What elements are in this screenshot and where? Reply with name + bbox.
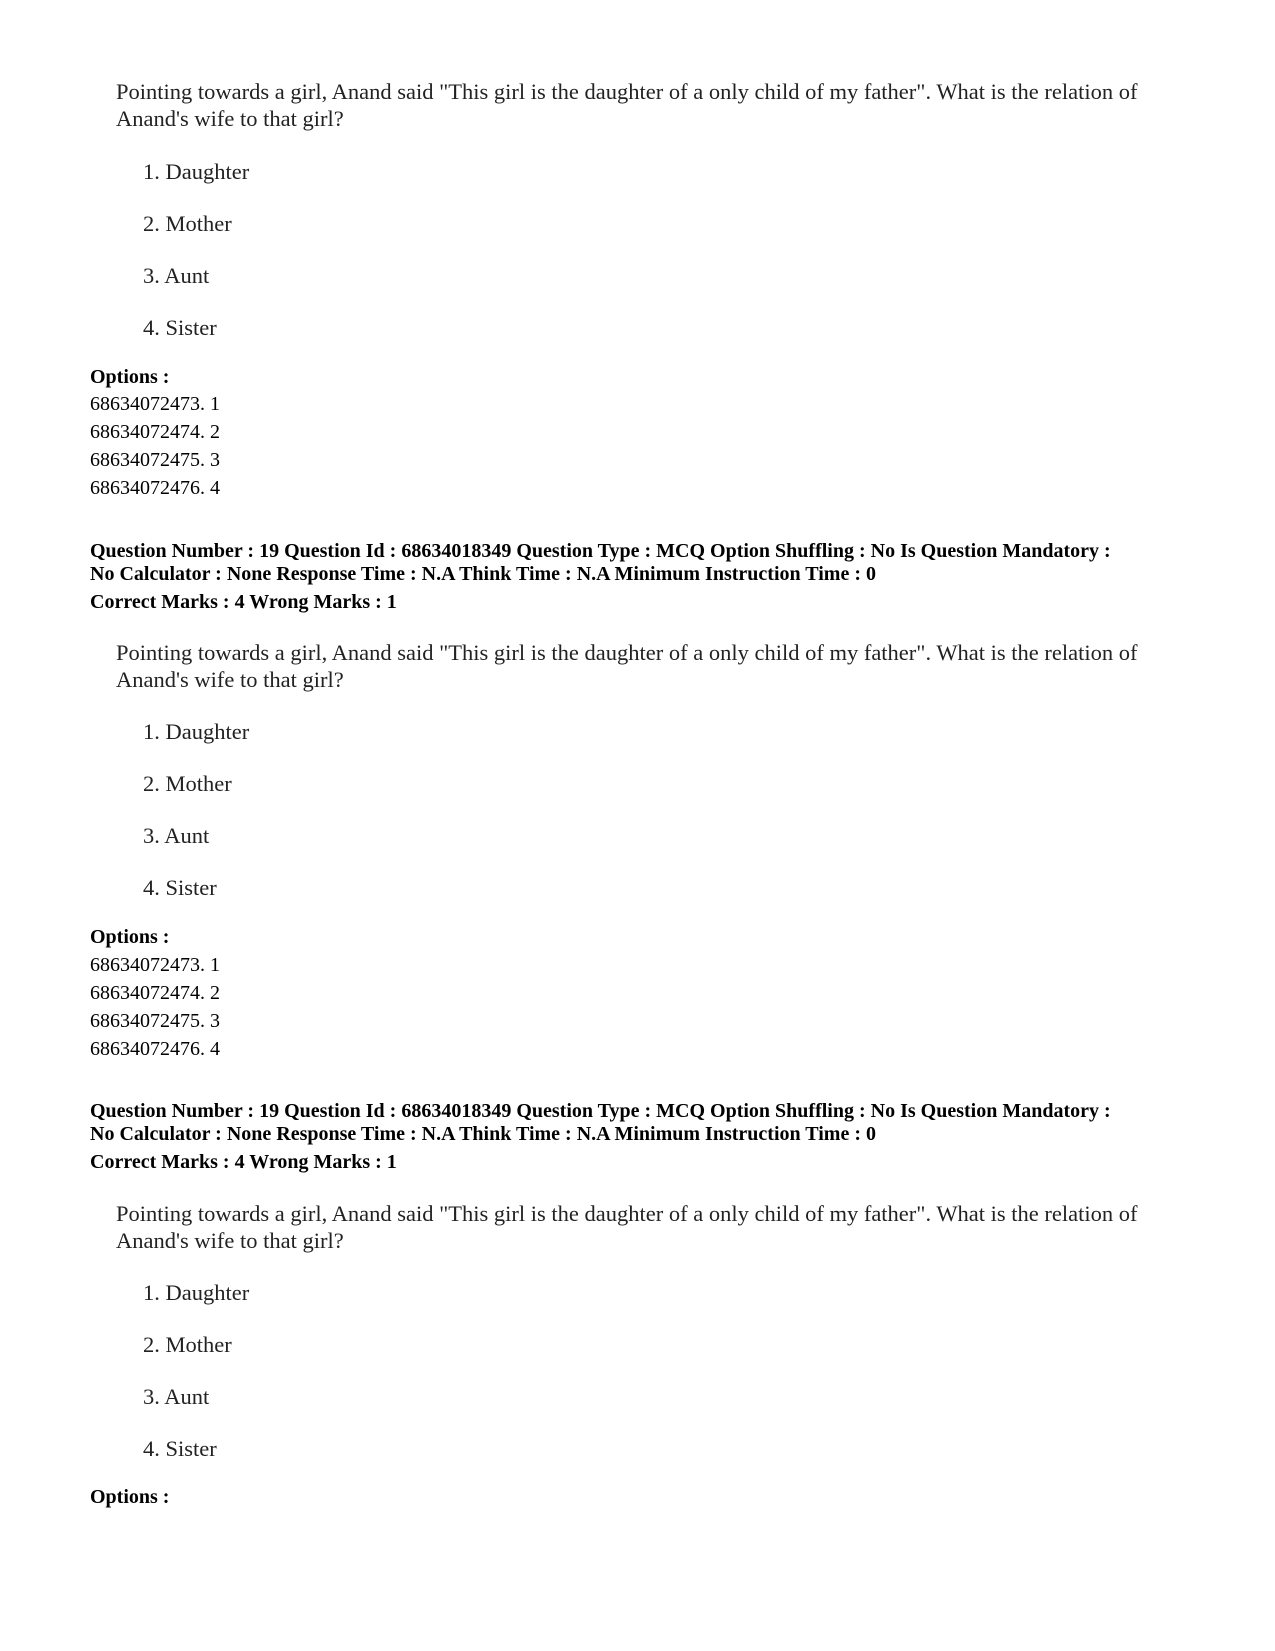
choice-1: 1. Daughter xyxy=(143,1280,250,1305)
choice-3: 3. Aunt xyxy=(143,823,210,848)
choice-1: 1. Daughter xyxy=(143,159,250,184)
question-marks: Correct Marks : 4 Wrong Marks : 1 xyxy=(90,591,397,613)
option-id-1: 68634072473. 1 xyxy=(90,393,220,415)
option-id-3: 68634072475. 3 xyxy=(90,1010,220,1032)
question-meta-line-2: No Calculator : None Response Time : N.A Think Time : N.A Minimum Instruction Time : 0 xyxy=(90,1123,876,1145)
choice-2: 2. Mother xyxy=(143,211,232,236)
choice-3: 3. Aunt xyxy=(143,263,210,288)
choice-4: 4. Sister xyxy=(143,315,217,340)
question-text: Pointing towards a girl, Anand said "This girl is the daughter of a only child of my father". What is the relation of Anand's wife to that girl? xyxy=(116,1201,1138,1253)
choice-4: 4. Sister xyxy=(143,1436,217,1461)
options-label: Options : xyxy=(90,926,170,948)
question-marks: Correct Marks : 4 Wrong Marks : 1 xyxy=(90,1151,397,1173)
option-id-2: 68634072474. 2 xyxy=(90,421,220,443)
question-meta-line-2: No Calculator : None Response Time : N.A Think Time : N.A Minimum Instruction Time : 0 xyxy=(90,563,876,585)
choice-2: 2. Mother xyxy=(143,771,232,796)
choice-4: 4. Sister xyxy=(143,875,217,900)
options-label: Options : xyxy=(90,366,170,388)
option-id-1: 68634072473. 1 xyxy=(90,954,220,976)
options-label: Options : xyxy=(90,1486,170,1508)
question-meta-line-1: Question Number : 19 Question Id : 68634018349 Question Type : MCQ Option Shuffling : No Is Question Mandatory : xyxy=(90,1100,1111,1122)
question-text: Pointing towards a girl, Anand said "This girl is the daughter of a only child of my father". What is the relation of Anand's wife to that girl? xyxy=(116,79,1138,131)
choice-2: 2. Mother xyxy=(143,1332,232,1357)
question-meta-line-1: Question Number : 19 Question Id : 68634018349 Question Type : MCQ Option Shuffling : No Is Question Mandatory : xyxy=(90,540,1111,562)
option-id-3: 68634072475. 3 xyxy=(90,449,220,471)
option-id-4: 68634072476. 4 xyxy=(90,1038,220,1060)
option-id-4: 68634072476. 4 xyxy=(90,477,220,499)
choice-1: 1. Daughter xyxy=(143,719,250,744)
choice-3: 3. Aunt xyxy=(143,1384,210,1409)
option-id-2: 68634072474. 2 xyxy=(90,982,220,1004)
question-text: Pointing towards a girl, Anand said "This girl is the daughter of a only child of my father". What is the relation of Anand's wife to that girl? xyxy=(116,640,1138,692)
